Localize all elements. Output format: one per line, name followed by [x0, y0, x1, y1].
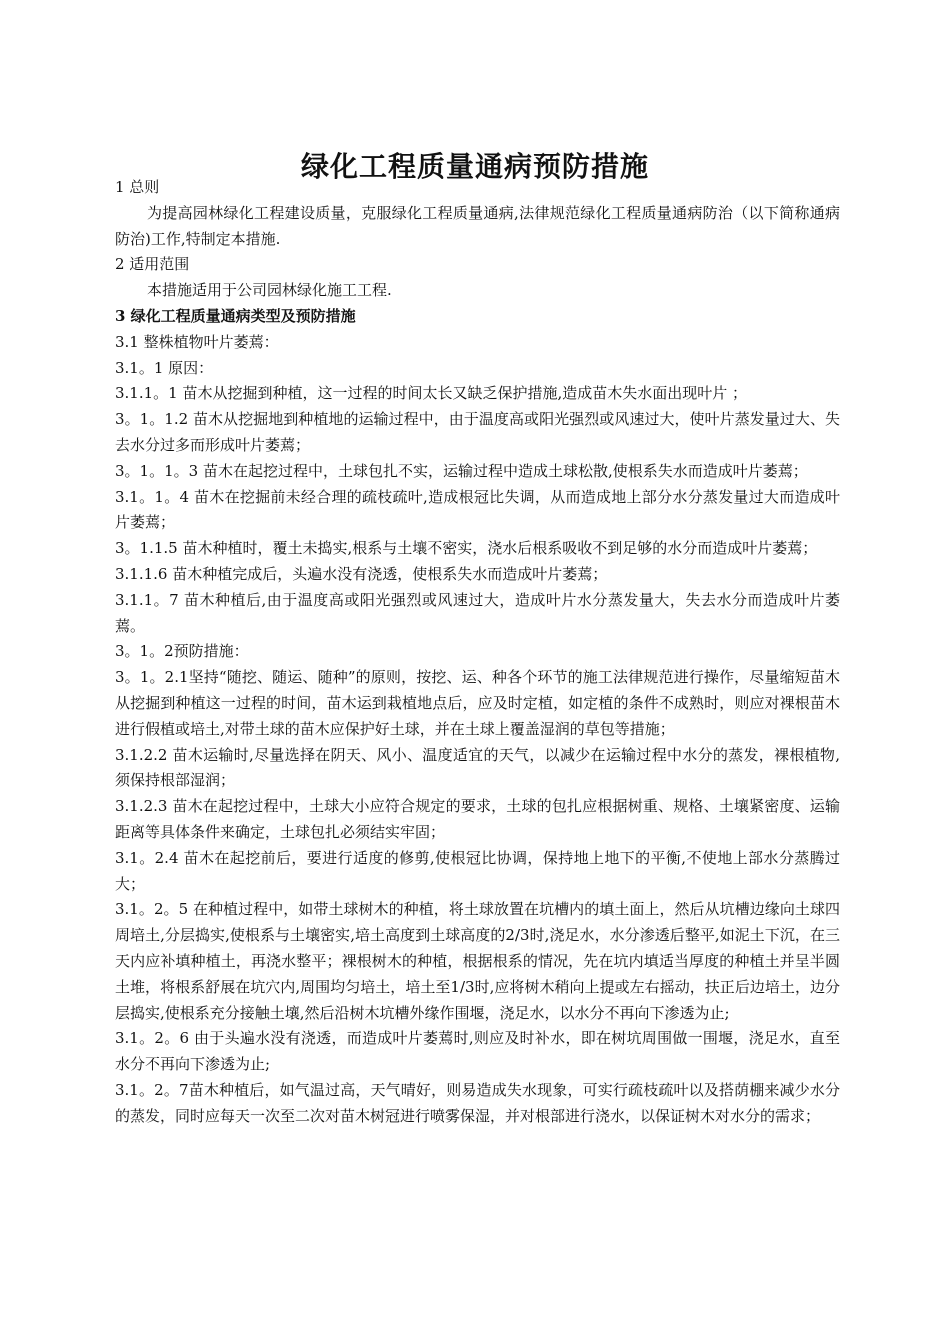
paragraph: 3.1.2.2 苗木运输时,尽量选择在阴天、风小、温度适宜的天气，以减少在运输过程中水分的蒸发，裸根植物,须保持根部湿润；: [115, 745, 840, 790]
paragraph: 3.1。2.4 苗木在起挖前后，要进行适度的修剪,使根冠比协调，保持地上地下的平衡,不使地上部水分蒸腾过大；: [115, 848, 840, 893]
paragraph: 3.1.1.6 苗木种植完成后，头遍水没有浇透，使根系失水而造成叶片萎蔫；: [115, 564, 608, 583]
paragraph: 3.1 整株植物叶片萎蔫：: [115, 332, 279, 351]
paragraph: 1 总则: [115, 178, 160, 196]
paragraph: 3。1。2.1坚持“随挖、随运、随种”的原则，按挖、运、种各个环节的施工法律规范进行操作，尽量缩短苗木从挖掘到种植这一过程的时间，苗木运到栽植地点后，应及时定植，如定植的条件不成熟时，则应对裸根苗木进行假植或培土,对带土球的苗木应保护好土球，并在土球上覆盖湿润的草包等措施；: [115, 668, 840, 738]
paragraph: 3.1。1 原因：: [115, 358, 214, 377]
paragraph: 3.1.2.3 苗木在起挖过程中，土球大小应符合规定的要求，土球的包扎应根据树重、规格、土壤紧密度、运输距离等具体条件来确定，土球包扎必须结实牢固；: [115, 797, 840, 841]
paragraph: 3.1.1。7 苗木种植后,由于温度高或阳光强烈或风速过大，造成叶片水分蒸发量大，失去水分而造成叶片萎蔫。: [115, 590, 840, 635]
paragraph: 为提高园林绿化工程建设质量，克服绿化工程质量通病,法律规范绿化工程质量通病防治（以下简称通病防治)工作,特制定本措施.: [115, 203, 840, 248]
paragraph: 3.1.1。1 苗木从挖掘到种植，这一过程的时间太长又缺乏保护措施,造成苗木失水面出现叶片 ；: [115, 384, 748, 403]
paragraph: 本措施适用于公司园林绿化施工工程.: [147, 281, 392, 300]
paragraph: 3。1。1.2 苗木从挖掘地到种植地的运输过程中，由于温度高或阳光强烈或风速过大，使叶片蒸发量过大、失去水分过多而形成叶片萎蔫；: [115, 410, 840, 454]
section-heading: 3 绿化工程质量通病类型及预防措施: [115, 306, 356, 325]
paragraph: 3。1.1.5 苗木种植时，覆土未捣实,根系与土壤不密实，浇水后根系吸收不到足够的水分而造成叶片萎蔫；: [115, 539, 818, 558]
paragraph: 3。1。1。3 苗木在起挖过程中，土球包扎不实，运输过程中造成土球松散,使根系失水而造成叶片萎蔫；: [115, 461, 808, 480]
paragraph: 2 适用范围: [115, 255, 190, 274]
document-title: 绿化工程质量通病预防措施: [300, 149, 649, 183]
paragraph: 3。1。2预防措施：: [115, 642, 249, 661]
document-body: [115, 175, 840, 1129]
paragraph: 3.1。2。6 由于头遍水没有浇透，而造成叶片萎蔫时,则应及时补水，即在树坑周围做一围堰，浇足水，直至水分不再向下渗透为止;: [115, 1029, 840, 1074]
paragraph: 3.1。2。7苗木种植后，如气温过高，天气晴好，则易造成失水现象，可实行疏枝疏叶以及搭荫棚来减少水分的蒸发，同时应每天一次至二次对苗木树冠进行喷雾保湿，并对根部进行浇水，以保证树木对水分的需求；: [115, 1080, 840, 1125]
paragraph: 3.1。2。5 在种植过程中，如带土球树木的种植，将土球放置在坑槽内的填土面上，然后从坑槽边缘向土球四周培土,分层捣实,使根系与土壤密实,培土高度到土球高度的2/3时,浇足水，水分渗透后整平,如泥土下沉，在三天内应补填种植土，再浇水整平；裸根树木的种植，根据根系的情况，先在坑内填适当厚度的种植土并呈半圆土堆，将根系舒展在坑穴内,周围均匀培土，培土至1/3时,应将树木稍向上提或左右摇动，扶正后边培土，边分层捣实,使根系充分接触土壤,然后沿树木坑槽外缘作围堰，浇足水，以水分不再向下渗透为止;: [115, 900, 840, 1022]
paragraph: 3.1。1。4 苗木在挖掘前未经合理的疏枝疏叶,造成根冠比失调，从而造成地上部分水分蒸发量过大而造成叶片萎蔫；: [115, 487, 840, 532]
